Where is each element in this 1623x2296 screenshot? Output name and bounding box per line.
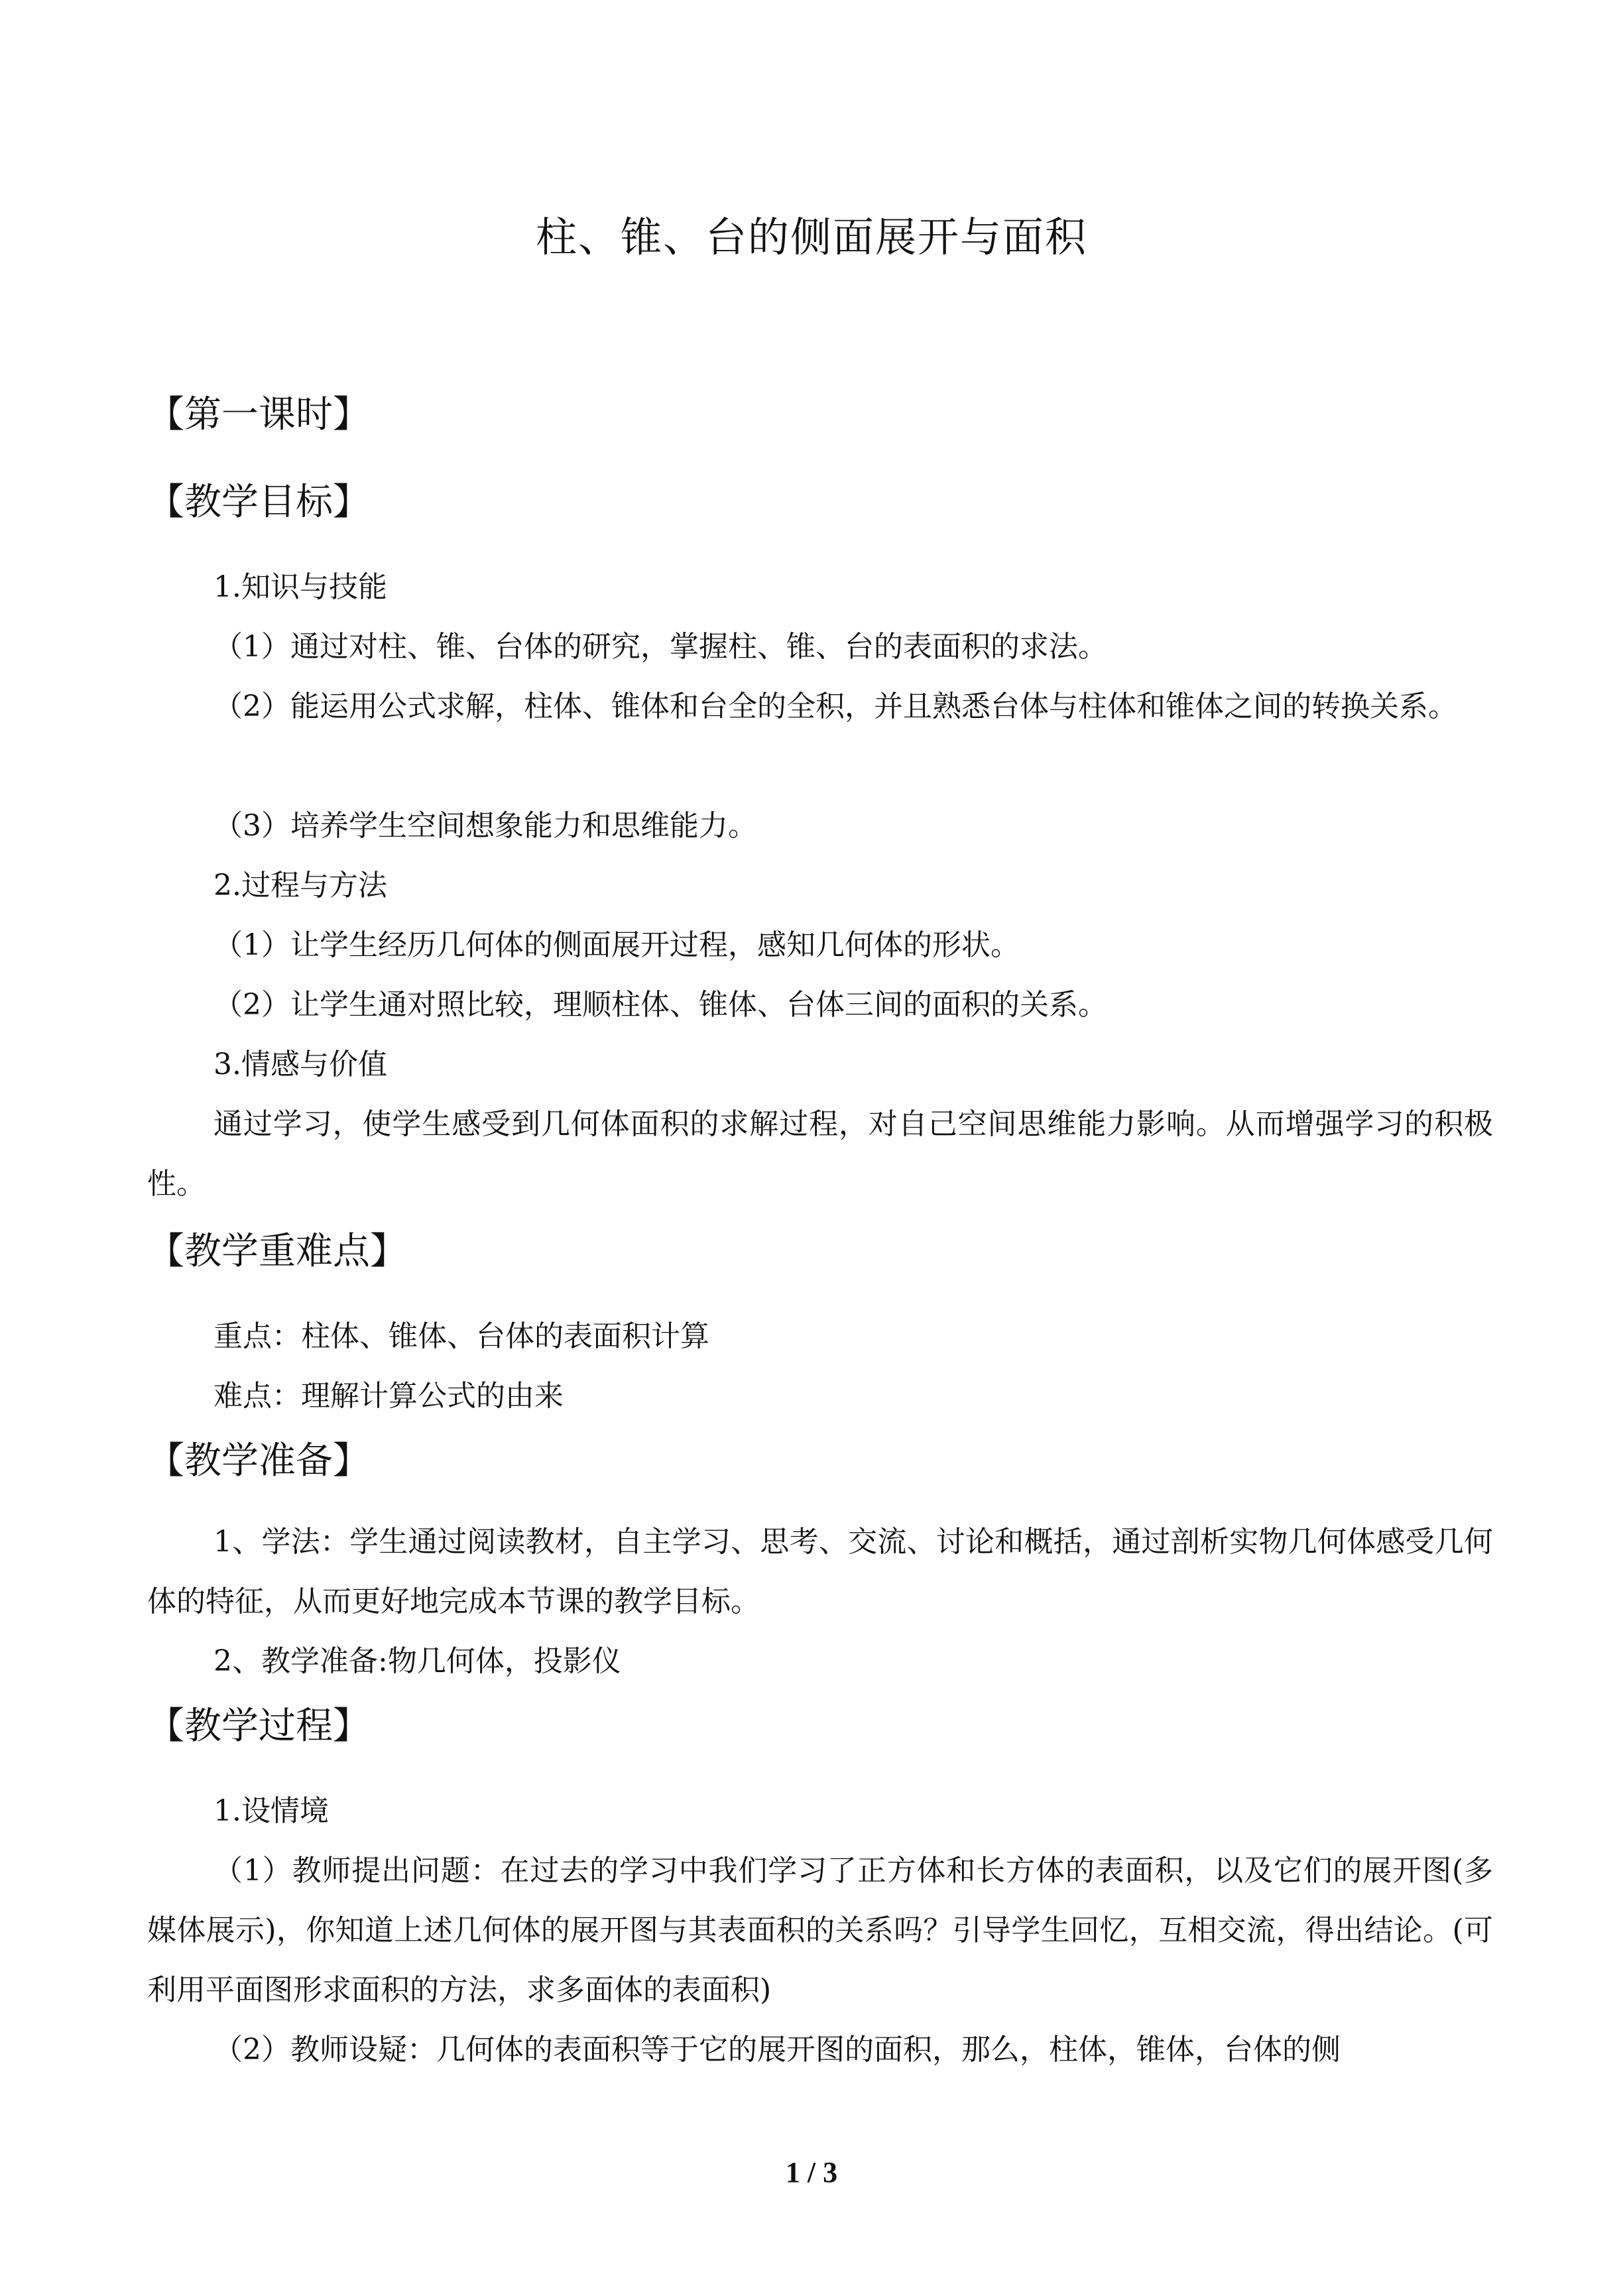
process-paragraph: （1）教师提出问题：在过去的学习中我们学习了正方体和长方体的表面积，以及它们的展开图(多媒体展示)，你知道上述几何体的展开图与其表面积的关系吗？引导学生回忆，互相交流，得出结论。(可利用平面图形求面积的方法，求多面体的表面积) [147,1854,1493,2007]
heading-lesson: 【第一课时】 [147,393,370,436]
process-paragraph: （2）教师设疑：几何体的表面积等于它的展开图的面积，那么，柱体，锥体，台体的侧 [213,2033,1341,2067]
objective-section-2-title: 2.过程与方法 [213,869,387,902]
objective-section-3-title: 3.情感与价值 [213,1048,387,1081]
document-title: 柱、锥、台的侧面展开与面积 [535,213,1087,261]
preparation-item: 2、教学准备:物几何体，投影仪 [213,1644,621,1678]
preparation-paragraph: 1、学法：学生通过阅读教材，自主学习、思考、交流、讨论和概括，通过剖析实物几何体感受几何体的特征，从而更好地完成本节课的教学目标。 [147,1525,1493,1618]
objective-section-1-title: 1.知识与技能 [213,570,387,604]
objective-item: （1）通过对柱、锥、台体的研究，掌握柱、锥、台的表面积的求法。 [213,630,1107,664]
objective-paragraph: 通过学习，使学生感受到几何体面积的求解过程，对自己空间思维能力影响。从而增强学习的积极性。 [147,1107,1493,1201]
heading-process: 【教学过程】 [147,1705,370,1748]
page-number: 1 / 3 [785,2156,838,2189]
process-section-1-title: 1.设情境 [213,1794,329,1828]
heading-key-points: 【教学重难点】 [147,1230,407,1273]
heading-objectives: 【教学目标】 [147,481,370,524]
key-point-difficulty: 难点：理解计算公式的由来 [213,1379,564,1413]
objective-item: （2）让学生通对照比较，理顺柱体、锥体、台体三间的面积的关系。 [213,988,1107,1022]
objective-item: （2）能运用公式求解，柱体、锥体和台全的全积，并且熟悉台体与柱体和锥体之间的转换关系。 [213,690,1457,723]
objective-item: （1）让学生经历几何体的侧面展开过程，感知几何体的形状。 [213,928,1020,962]
objective-item: （3）培养学生空间想象能力和思维能力。 [213,809,757,843]
key-point-focus: 重点：柱体、锥体、台体的表面积计算 [213,1319,709,1353]
heading-preparation: 【教学准备】 [147,1439,370,1482]
